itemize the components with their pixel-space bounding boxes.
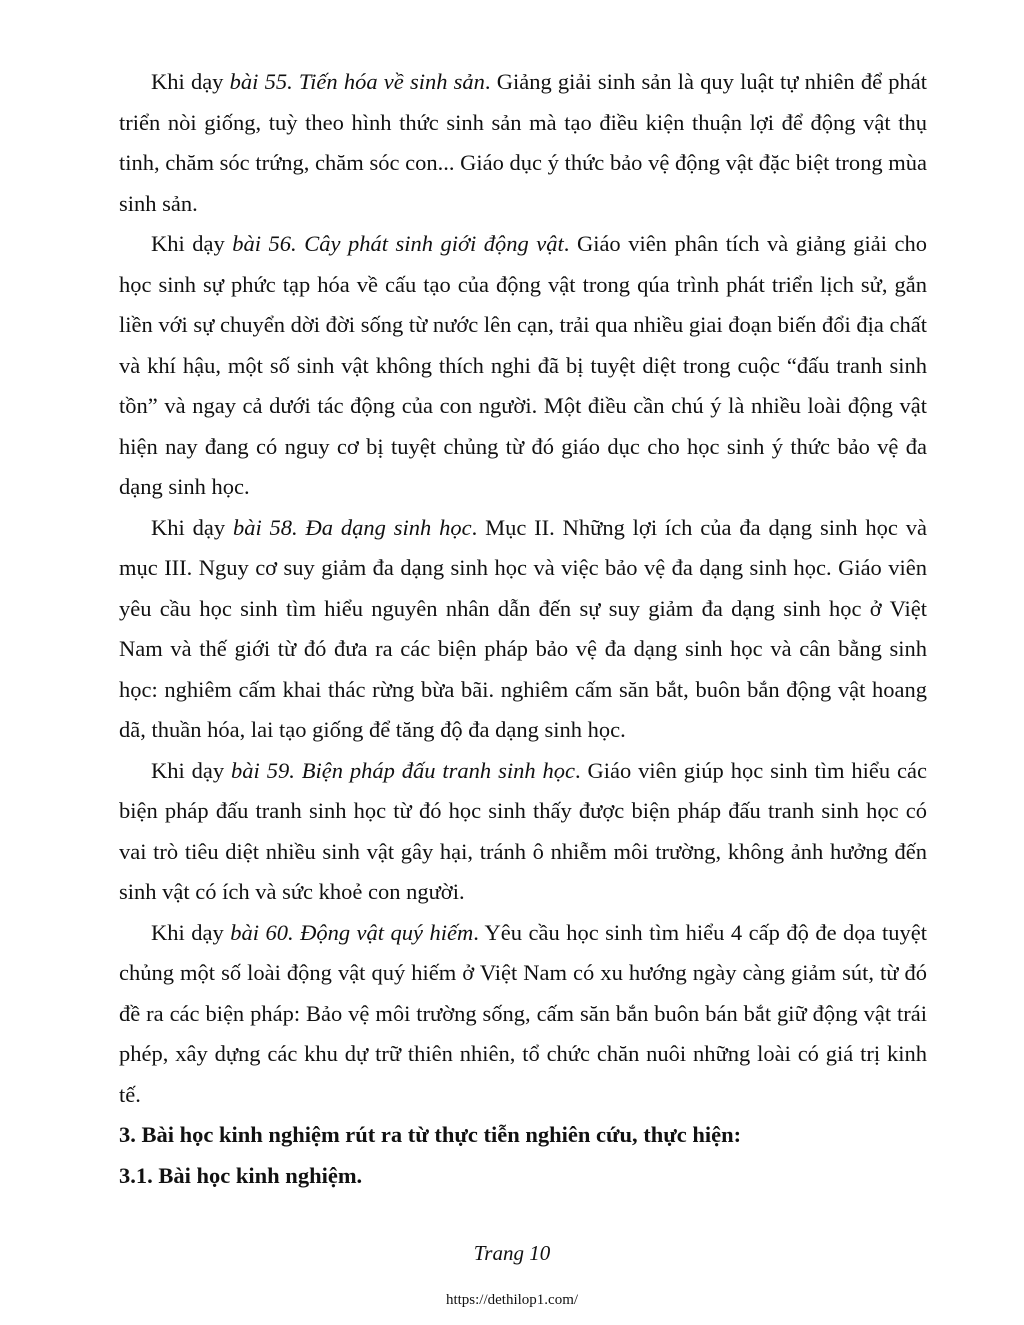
paragraph-lead: Khi dạy [151, 231, 233, 256]
lesson-title: bài 59. Biện pháp đấu tranh sinh học [231, 757, 575, 783]
paragraph-lesson-56 [119, 224, 927, 508]
lesson-title: bài 56. Cây phát sinh giới động vật [232, 231, 564, 256]
paragraph-lesson-59 [119, 751, 927, 913]
paragraph-text: . Mục II. Những lợi ích của đa dạng sinh học và mục III. Nguy cơ suy giảm đa dạng sinh học và việc bảo vệ đa dạng sinh học. Giáo viên yêu cầu học sinh tìm hiểu nguyên nhân dẫn đến sự suy giảm đa dạng sinh học ở Việt Nam và thế giới từ đó đưa ra các biện pháp bảo vệ đa dạng sinh học và cân bằng sinh học: nghiêm cấm khai thác rừng bừa bãi. nghiêm cấm săn bắt, buôn bắn động vật hoang dã, thuần hóa, lai tạo giống để tăng độ đa dạng sinh học. [119, 514, 927, 742]
paragraph-lead: Khi dạy [151, 514, 233, 540]
footer-url: https://dethilop1.com/ [445, 1292, 579, 1308]
paragraph-lead: Khi dạy [151, 757, 232, 783]
subsection-heading: 3.1. Bài học kinh nghiệm. [119, 1162, 363, 1188]
paragraph-text: . Giáo viên phân tích và giảng giải cho học sinh sự phức tạp hóa về cấu tạo của động vật trong qúa trình phát triển lịch sử, gắn liền với sự chuyển dời đời sống từ nước lên cạn, trải qua nhiều giai đoạn biến đổi địa chất và khí hậu, một số sinh vật không thích nghi đã bị tuyệt diệt trong cuộc “đấu tranh sinh tồn” và ngay cả dưới tác động của con người. Một điều cần chú ý là nhiều loài động vật hiện nay đang có nguy cơ bị tuyệt chủng từ đó giáo dục cho học sinh ý thức bảo vệ đa dạng sinh học. [119, 231, 927, 499]
page-number: Trang 10 [473, 1241, 551, 1265]
lesson-title: bài 60. Động vật quý hiếm [230, 919, 474, 945]
document-body [119, 62, 927, 1196]
lesson-title: bài 55. Tiến hóa về sinh sản [229, 69, 485, 94]
paragraph-text: . Giảng giải sinh sản là quy luật tự nhiên để phát triển nòi giống, tuỳ theo hình thức sinh sản mà tạo điều kiện thuận lợi để động vật thụ tinh, chăm sóc trứng, chăm sóc con... Giáo dục ý thức bảo vệ động vật đặc biệt trong mùa sinh sản. [119, 69, 927, 216]
paragraph-lead: Khi dạy [151, 919, 231, 945]
paragraph-text: . Yêu cầu học sinh tìm hiểu 4 cấp độ đe dọa tuyệt chủng một số loài động vật quý hiếm ở Việt Nam có xu hướng ngày càng giảm sút, từ đó đề ra các biện pháp: Bảo vệ môi trường sống, cấm săn bắn buôn bán bắt giữ động vật trái phép, xây dựng các khu dự trữ thiên nhiên, tổ chức chăn nuôi những loài có giá trị kinh tế. [119, 919, 928, 1107]
paragraph-text: . Giáo viên giúp học sinh tìm hiểu các biện pháp đấu tranh sinh học từ đó học sinh thấy được biện pháp đấu tranh sinh học có vai trò tiêu diệt nhiều sinh vật gây hại, tránh ô nhiễm môi trường, không ảnh hưởng đến sinh vật có ích và sức khoẻ con người. [119, 757, 928, 904]
paragraph-lesson-55 [119, 62, 927, 224]
paragraph-lesson-58 [119, 508, 927, 751]
section-heading: 3. Bài học kinh nghiệm rút ra từ thực tiễn nghiên cứu, thực hiện: [119, 1122, 742, 1147]
paragraph-lead: Khi dạy [151, 69, 230, 94]
paragraph-lesson-60 [119, 913, 927, 1116]
lesson-title: bài 58. Đa dạng sinh học [232, 514, 472, 540]
